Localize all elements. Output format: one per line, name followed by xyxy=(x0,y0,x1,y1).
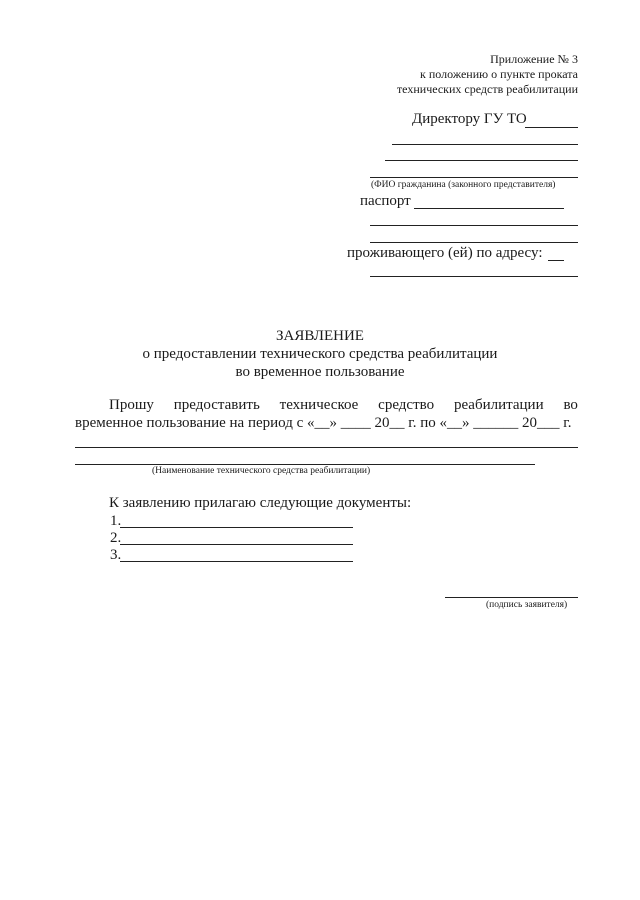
request-word: предоставить xyxy=(173,397,260,413)
attachments-intro: К заявлению прилагаю следующие документы: xyxy=(109,495,412,511)
passport-blank-3 xyxy=(370,242,578,243)
appendix-number: Приложение № 3 xyxy=(490,52,578,66)
addressee-blank-2 xyxy=(385,160,578,161)
director-label: Директору ГУ ТО xyxy=(412,111,527,127)
attachment-number: 2. xyxy=(110,530,122,546)
request-word: средство xyxy=(378,397,435,413)
director-blank xyxy=(525,127,578,128)
attachment-blank-3 xyxy=(120,561,353,562)
address-blank xyxy=(370,276,578,277)
item-name-blank-1 xyxy=(75,447,578,448)
request-word: во xyxy=(563,397,578,413)
request-period-line: временное пользование на период с «__» ____ 20__ г. по «__» ______ 20___ г. xyxy=(75,415,572,431)
signature-caption: (подпись заявителя) xyxy=(486,600,568,610)
fio-caption: (ФИО гражданина (законного представителя) xyxy=(371,180,556,190)
document-subtitle-1: о предоставлении технического средства реабилитации xyxy=(142,346,498,362)
appendix-line-3: технических средств реабилитации xyxy=(396,82,578,96)
item-name-caption: (Наименование технического средства реабилитации) xyxy=(152,466,371,476)
passport-label: паспорт xyxy=(360,193,411,209)
addressee-blank-1 xyxy=(392,144,578,145)
attachment-blank-1 xyxy=(120,527,353,528)
attachment-number: 3. xyxy=(110,547,122,563)
signature-blank xyxy=(445,597,578,598)
document-heading: ЗАЯВЛЕНИЕ xyxy=(276,328,364,344)
appendix-line-2: к положению о пункте проката xyxy=(420,67,578,81)
address-blank-short xyxy=(548,260,564,261)
address-label: проживающего (ей) по адресу: xyxy=(347,245,543,261)
request-word: реабилитации xyxy=(453,397,544,413)
request-line-1 xyxy=(109,397,578,414)
request-word: Прошу xyxy=(109,397,154,413)
document-subtitle-2: во временное пользование xyxy=(235,364,405,380)
attachment-blank-2 xyxy=(120,544,353,545)
passport-blank xyxy=(414,208,564,209)
item-name-blank-2 xyxy=(75,464,535,465)
request-word: техническое xyxy=(279,397,359,413)
passport-blank-2 xyxy=(370,225,578,226)
attachment-number: 1. xyxy=(110,513,122,529)
addressee-blank-3 xyxy=(370,177,578,178)
